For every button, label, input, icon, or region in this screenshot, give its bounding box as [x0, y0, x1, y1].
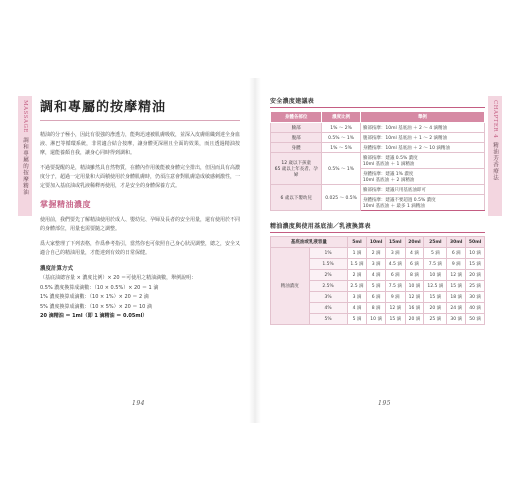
column-header: 身體各部位: [271, 112, 322, 123]
drops-cell: 15 滴: [447, 281, 466, 292]
section-title: 掌握精油濃度: [40, 200, 91, 209]
concentration-cell: 3%: [309, 292, 347, 303]
drops-cell: 12 滴: [405, 292, 424, 303]
volume-header: 5ml: [347, 237, 367, 248]
left-side-tab: [18, 96, 32, 216]
column-header: 基底油或乳液容量: [271, 237, 348, 248]
left-page-content: [40, 96, 240, 322]
body-part-cell: 腹部: [271, 133, 322, 143]
drops-cell: 2 滴: [347, 270, 367, 281]
row-group-label: 精油濃度: [271, 248, 310, 325]
drops-cell: 10 滴: [367, 314, 386, 325]
drops-cell: 7.5 滴: [386, 281, 406, 292]
table-row: [271, 153, 485, 169]
page-title: 調和專屬的按摩精油: [40, 96, 240, 121]
side-tab-english: MASSAGE: [22, 100, 28, 133]
drops-cell: 6 滴: [447, 248, 466, 259]
drops-cell: 10 滴: [405, 281, 424, 292]
volume-header: 25ml: [424, 237, 447, 248]
concentration-cell: 2%: [309, 270, 347, 281]
right-side-tab: [488, 96, 502, 216]
drops-cell: 8 滴: [367, 303, 386, 314]
concentration-cell: 1.5%: [309, 259, 347, 270]
example-cell: 身體按摩：建議 1% 濃度 10ml 基底油 ＋ 2 滴精油: [360, 169, 484, 185]
column-header: 濃度比例: [322, 112, 361, 123]
page-number-right: 195: [378, 400, 391, 407]
conversion-table: [270, 236, 485, 325]
drops-cell: 9 滴: [386, 292, 406, 303]
drops-cell: 25 滴: [466, 281, 485, 292]
drops-cell: 15 滴: [386, 314, 406, 325]
table-row: [271, 143, 485, 153]
drops-cell: 2.5 滴: [347, 281, 367, 292]
drops-cell: 40 滴: [466, 303, 485, 314]
body-part-cell: 6 歲以下嬰幼兒: [271, 185, 322, 211]
section-paragraph-2: 爲大家整理了下列表格，作爲參考指引，當然你也可依照自己身心狀況調整，總之，安全又適合自己的精油用量，才能達到有效的日常保健。: [40, 241, 241, 256]
drops-cell: 12 滴: [447, 270, 466, 281]
volume-header: 30ml: [447, 237, 466, 248]
drops-cell: 20 滴: [405, 314, 424, 325]
volume-header: 10ml: [367, 237, 386, 248]
concentration-cell: 0.025 ～ 0.5%: [322, 185, 361, 211]
table-row: [271, 185, 485, 195]
example-cell: 臉部按摩：建議 0.5% 濃度 10ml 基底油 ＋ 1 滴精油: [360, 153, 484, 169]
drops-cell: 4 滴: [347, 303, 367, 314]
drops-cell: 4 滴: [405, 248, 424, 259]
intro-paragraph-2: 不過要提醒的是，精油雖然具自然物質，在體內作用後能被身體完全排出，但因而具有高濃度分子，超過一定用量和大面積使用於身體肌膚時，仍須注意會對肌膚造成敏感刺激性，一定要加入基底油或乳液稀釋再使用，才是安全的身體保養方式。: [40, 165, 241, 189]
drops-cell: 9 滴: [447, 259, 466, 270]
body-part-cell: 身體: [271, 143, 322, 153]
example-cell: 身體按摩：建議不要超過 0.5% 濃度 10ml 基底油 ＋ 最多 1 滴精油: [360, 195, 484, 211]
drops-cell: 50 滴: [466, 314, 485, 325]
drops-cell: 10 滴: [424, 270, 447, 281]
drops-cell: 18 滴: [447, 292, 466, 303]
drops-cell: 2 滴: [367, 248, 386, 259]
formula-line: （基底油總容量 × 濃度比例）× 20 ＝可使用之精油滴數，舉例說明：: [40, 275, 197, 281]
concentration-cell: 0.5% ～ 1%: [322, 153, 361, 185]
section-paragraph-1: 使用前，我們要先了解精油使用於成人、嬰幼兒、孕婦及長者的安全用量，還有使用於不同的身體部位，用量也需要隨之調整。: [40, 217, 241, 232]
table-row: [271, 248, 485, 259]
formula-line: 0.5% 濃度換算成滴數：（10 × 0.5%）× 20 ＝ 1 滴: [40, 284, 159, 291]
drops-cell: 12 滴: [386, 303, 406, 314]
drops-cell: 15 滴: [424, 292, 447, 303]
formula-line: 1% 濃度換算成滴數：（10 × 1%）× 20 ＝ 2 滴: [40, 294, 149, 300]
formula-note: 20 滴精油 ＝ 1ml（即 1 滴精油 ＝ 0.05ml）: [40, 313, 148, 319]
drops-cell: 20 滴: [424, 303, 447, 314]
drops-cell: 6 滴: [386, 270, 406, 281]
example-cell: 身體按摩：10ml 基底油 ＋ 2 ～ 10 滴精油: [360, 143, 484, 153]
drops-cell: 24 滴: [447, 303, 466, 314]
drops-cell: 6 滴: [367, 292, 386, 303]
column-header: 舉例: [360, 112, 484, 123]
intro-paragraph-1: 精油的分子極小，因此有很強的滲透力，能夠迅速被肌膚吸收，並深入皮膚組織到達全身血液、淋巴等循環系統，非常適合結合按摩，讓身體更深層且全面的效果，而且透過精油按摩，還能養顏自我，讓身心同時得到調和。: [40, 132, 241, 156]
formula-title: 濃度計算方式: [40, 266, 74, 272]
example-cell: 腹部按摩：10ml 基底油 ＋ 1 ～ 2 滴精油: [360, 133, 484, 143]
concentration-cell: 4%: [309, 303, 347, 314]
table-row: [271, 123, 485, 133]
drops-cell: 1 滴: [347, 248, 367, 259]
body-part-cell: 臉部: [271, 123, 322, 133]
concentration-cell: 0.5% ～ 1%: [322, 133, 361, 143]
volume-header: 15ml: [386, 237, 406, 248]
concentration-cell: 1% ～ 5%: [322, 143, 361, 153]
drops-cell: 25 滴: [424, 314, 447, 325]
drops-cell: 20 滴: [466, 270, 485, 281]
volume-header: 50ml: [466, 237, 485, 248]
drops-cell: 4.5 滴: [386, 259, 406, 270]
drops-cell: 12.5 滴: [424, 281, 447, 292]
formula-line: 5% 濃度換算成滴數：（10 × 5%）× 20 ＝ 10 滴: [40, 303, 152, 310]
right-page-content: [270, 96, 485, 325]
drops-cell: 7.5 滴: [424, 259, 447, 270]
drops-cell: 5 滴: [367, 281, 386, 292]
concentration-cell: 1%: [309, 248, 347, 259]
drops-cell: 3 滴: [386, 248, 406, 259]
drops-cell: 1.5 滴: [347, 259, 367, 270]
book-gutter: [249, 78, 261, 423]
concentration-cell: 5%: [309, 314, 347, 325]
drops-cell: 6 滴: [405, 259, 424, 270]
example-cell: 臉部按摩：10ml 基底油 ＋ 2 ～ 4 滴精油: [360, 123, 484, 133]
drops-cell: 5 滴: [347, 314, 367, 325]
drops-cell: 3 滴: [367, 259, 386, 270]
example-cell: 臉部按摩：建議只用基底油即可: [360, 185, 484, 195]
safety-table-title: 安全濃度建議表: [270, 96, 485, 108]
side-tab-chinese: 精油芳香療法: [492, 142, 498, 182]
concentration-cell: 2.5%: [309, 281, 347, 292]
conversion-table-title: 精油濃度與使用基底油／乳液換算表: [270, 221, 485, 233]
drops-cell: 16 滴: [405, 303, 424, 314]
table-row: [271, 133, 485, 143]
safety-concentration-table: [270, 111, 485, 211]
body-part-cell: 12 歲以下孩童 65 歲以上年長者、孕婦: [271, 153, 322, 185]
drops-cell: 10 滴: [466, 248, 485, 259]
drops-cell: 15 滴: [466, 259, 485, 270]
drops-cell: 5 滴: [424, 248, 447, 259]
page-number-left: 194: [132, 400, 145, 407]
drops-cell: 3 滴: [347, 292, 367, 303]
concentration-cell: 1% ～ 2%: [322, 123, 361, 133]
drops-cell: 30 滴: [447, 314, 466, 325]
drops-cell: 4 滴: [367, 270, 386, 281]
side-tab-english: CHAPTER 4: [492, 100, 498, 139]
side-tab-chinese: 調和專屬的按摩精油: [22, 136, 28, 196]
drops-cell: 30 滴: [466, 292, 485, 303]
volume-header: 20ml: [405, 237, 424, 248]
drops-cell: 8 滴: [405, 270, 424, 281]
